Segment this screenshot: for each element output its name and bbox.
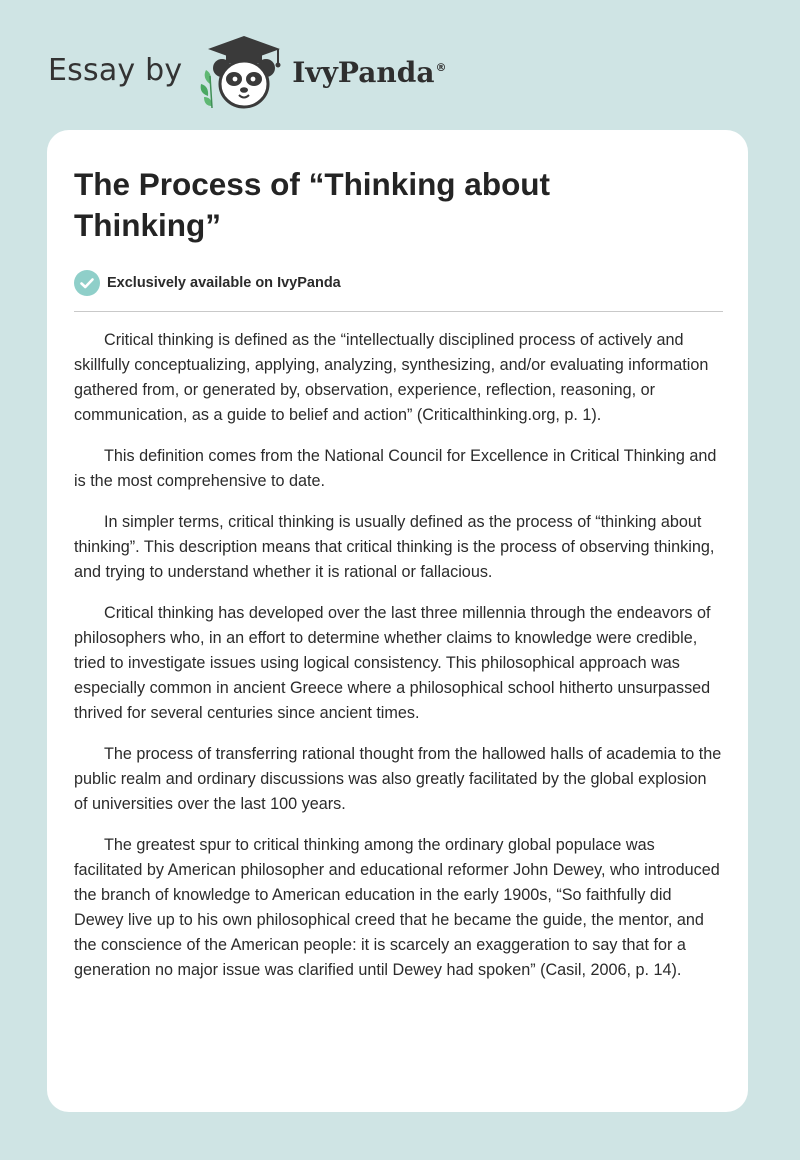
paragraph: The process of transferring rational thought from the hallowed halls of academia to the public realm and ordinary discussions was also greatly facilitated by the global explosion of universities over the last 100 years. [74,745,722,813]
paragraph: Critical thinking is defined as the “intellectually disciplined process of actively and skillfully conceptualizing, applying, analyzing, synthesizing, and/or evaluating information gathered from, or generated by, observation, experience, reflection, reasoning, or communication, as a guide to belief and action” (Criticalthinking.org, p. 1). [74,331,709,424]
essay-title: The Process of “Thinking about Thinking” [74,166,551,243]
paragraph: The greatest spur to critical thinking among the ordinary global populace was facilitated by American philosopher and educational reformer John Dewey, who introduced the branch of knowledge to American education in the early 1900s, “So faithfully did Dewey live up to his own philosophical creed that he became the guide, the mentor, and the conscience of the American people: it is scarcely an exaggeration to say that for a generation no major issue was clarified until Dewey had spoken” (Casil, 2006, p. 14). [74,836,720,979]
brand-header[interactable] [48,34,446,110]
title-divider [74,311,723,312]
registered-mark: ® [435,61,447,75]
exclusive-badge-text: Exclusively available on IvyPanda [107,275,341,291]
essay-card [47,130,748,1112]
exclusive-badge [74,269,722,297]
paragraph: Critical thinking has developed over the last three millennia through the endeavors of philosophers who, in an effort to determine whether claims to knowledge were credible, tried to investigate issues using logical consistency. This philosophical approach was especially common in ancient Greece where a philosophical school hitherto unsurpassed thrived for several centuries since ancient times. [74,604,711,722]
brand-name: IvyPanda® [292,55,447,89]
brand-prefix: Essay by [48,52,183,88]
check-circle-icon [74,270,100,296]
paragraph: In simpler terms, critical thinking is usually defined as the process of “thinking about thinking”. This description means that critical thinking is the process of observing thinking, and trying to understand whether it is rational or fallacious. [74,513,715,581]
essay-body [74,328,722,983]
paragraph: This definition comes from the National Council for Excellence in Critical Thinking and is the most comprehensive to date. [74,447,717,490]
panda-logo-icon [198,34,290,110]
